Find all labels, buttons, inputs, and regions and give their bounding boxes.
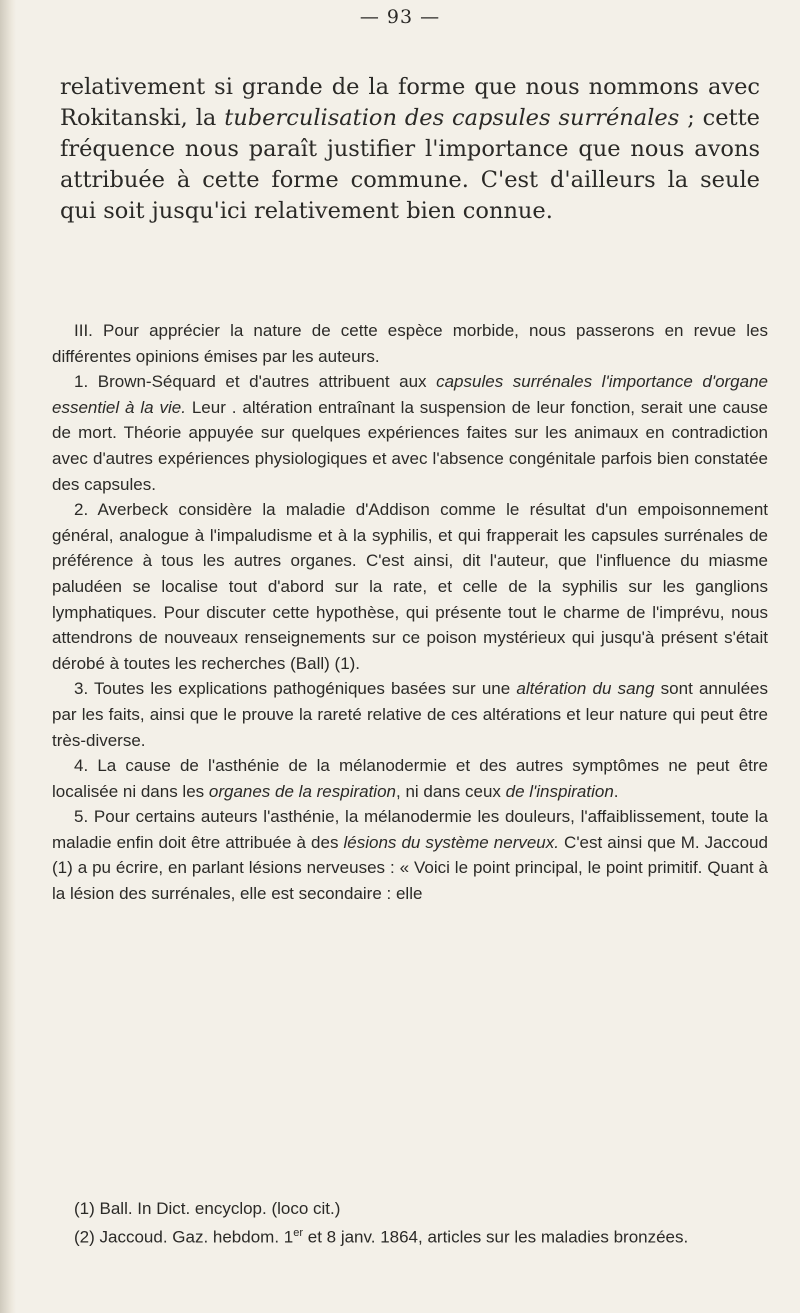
- item-4-text-3: .: [613, 781, 619, 801]
- item-2: 2. Averbeck considère la maladie d'Addison comme le résultat d'un empoisonnement général, analogue à l'impaludisme et à la syphilis, et qui frapperait les capsules surrénales de préférence à tous les autres organes. C'est ainsi, dit l'auteur, que l'influence du miasme paludéen se localise tout d'abord sur la rate, et celle de la syphilis sur les ganglions lymphatiques. Pour discuter cette hypothèse, qui présente tout le charme de l'imprévu, nous attendrons de nouveaux renseignements sur ce poison mystérieux qui jusqu'à présent s'était dérobé à toutes les recherches (Ball) (1).: [52, 500, 768, 673]
- intro-italic-1: tuberculisation des capsules surrénales: [224, 105, 680, 131]
- item-4: [52, 753, 768, 804]
- item-5-italic: lésions du système nerveux.: [343, 832, 559, 852]
- item-1-italic: capsules surrénales l'importance d'organe essentiel à la vie.: [52, 372, 768, 417]
- item-3-text-1: 3. Toutes les explications pathogéniques basées sur une: [74, 679, 517, 699]
- item-4-text-2: , ni dans ceux: [396, 781, 506, 801]
- item-1: [52, 369, 768, 497]
- footnote-2: [52, 1221, 768, 1250]
- intro-paragraph: [60, 72, 760, 227]
- item-5-text-1: 5. Pour certains auteurs l'asthénie, la mélanodermie les douleurs, l'affaiblissement, toute la maladie enfin doit être attribuée à des: [52, 807, 768, 852]
- footnote-2-text-2: et 8 janv. 1864, articles sur les maladies bronzées.: [303, 1227, 689, 1247]
- item-5: [52, 804, 768, 906]
- item-1-text-2: Leur . altération entraînant la suspension de leur fonction, serait une cause de mort. Théorie appuyée sur quelques expériences faites sur les animaux en contradiction avec d'autres expériences physiologiques et avec l'absence congénitale parfois bien constatée des capsules.: [52, 397, 768, 494]
- item-3-text-2: sont annulées par les faits, ainsi que le prouve la rareté relative de ces altérations et leur nature qui peut être très-diverse.: [52, 679, 768, 750]
- section-iii-heading: III. Pour apprécier la nature de cette espèce morbide, nous passerons en revue les différentes opinions émises par les auteurs.: [52, 321, 768, 366]
- footnote-2-text-1: (2) Jaccoud. Gaz. hebdom. 1: [74, 1227, 294, 1247]
- section-iii: [52, 318, 768, 907]
- item-4-italic-2: de l'inspiration: [505, 781, 614, 801]
- footnote-1: (1) Ball. In Dict. encyclop. (loco cit.): [74, 1199, 341, 1218]
- item-1-text-1: 1. Brown-Séquard et d'autres attribuent aux: [74, 372, 437, 392]
- item-4-italic-1: organes de la respiration: [208, 781, 396, 801]
- item-5-text-2: C'est ainsi que M. Jaccoud (1) a pu écrire, en parlant lésions nerveuses : « Voici le point principal, le point primitif. Quant à la lésion des surrénales, elle est secondaire : elle: [52, 832, 768, 904]
- footnotes: [52, 1196, 768, 1250]
- intro-text-1: relativement si grande de la forme que nous nommons avec Rokitanski, la: [60, 74, 760, 131]
- item-3: [52, 676, 768, 753]
- page-number: — 93 —: [359, 6, 441, 28]
- item-3-italic: altération du sang: [516, 679, 655, 699]
- intro-text-2: ; cette fréquence nous paraît justifier l'importance que nous avons attribuée à cette forme commune. C'est d'ailleurs la seule qui soit jusqu'ici relativement bien connue.: [60, 105, 760, 224]
- item-4-text-1: 4. La cause de l'asthénie de la mélanodermie et des autres symptômes ne peut être localisée ni dans les: [52, 756, 768, 801]
- footnote-2-superscript: er: [293, 1227, 304, 1239]
- binding-shadow: [0, 0, 16, 1313]
